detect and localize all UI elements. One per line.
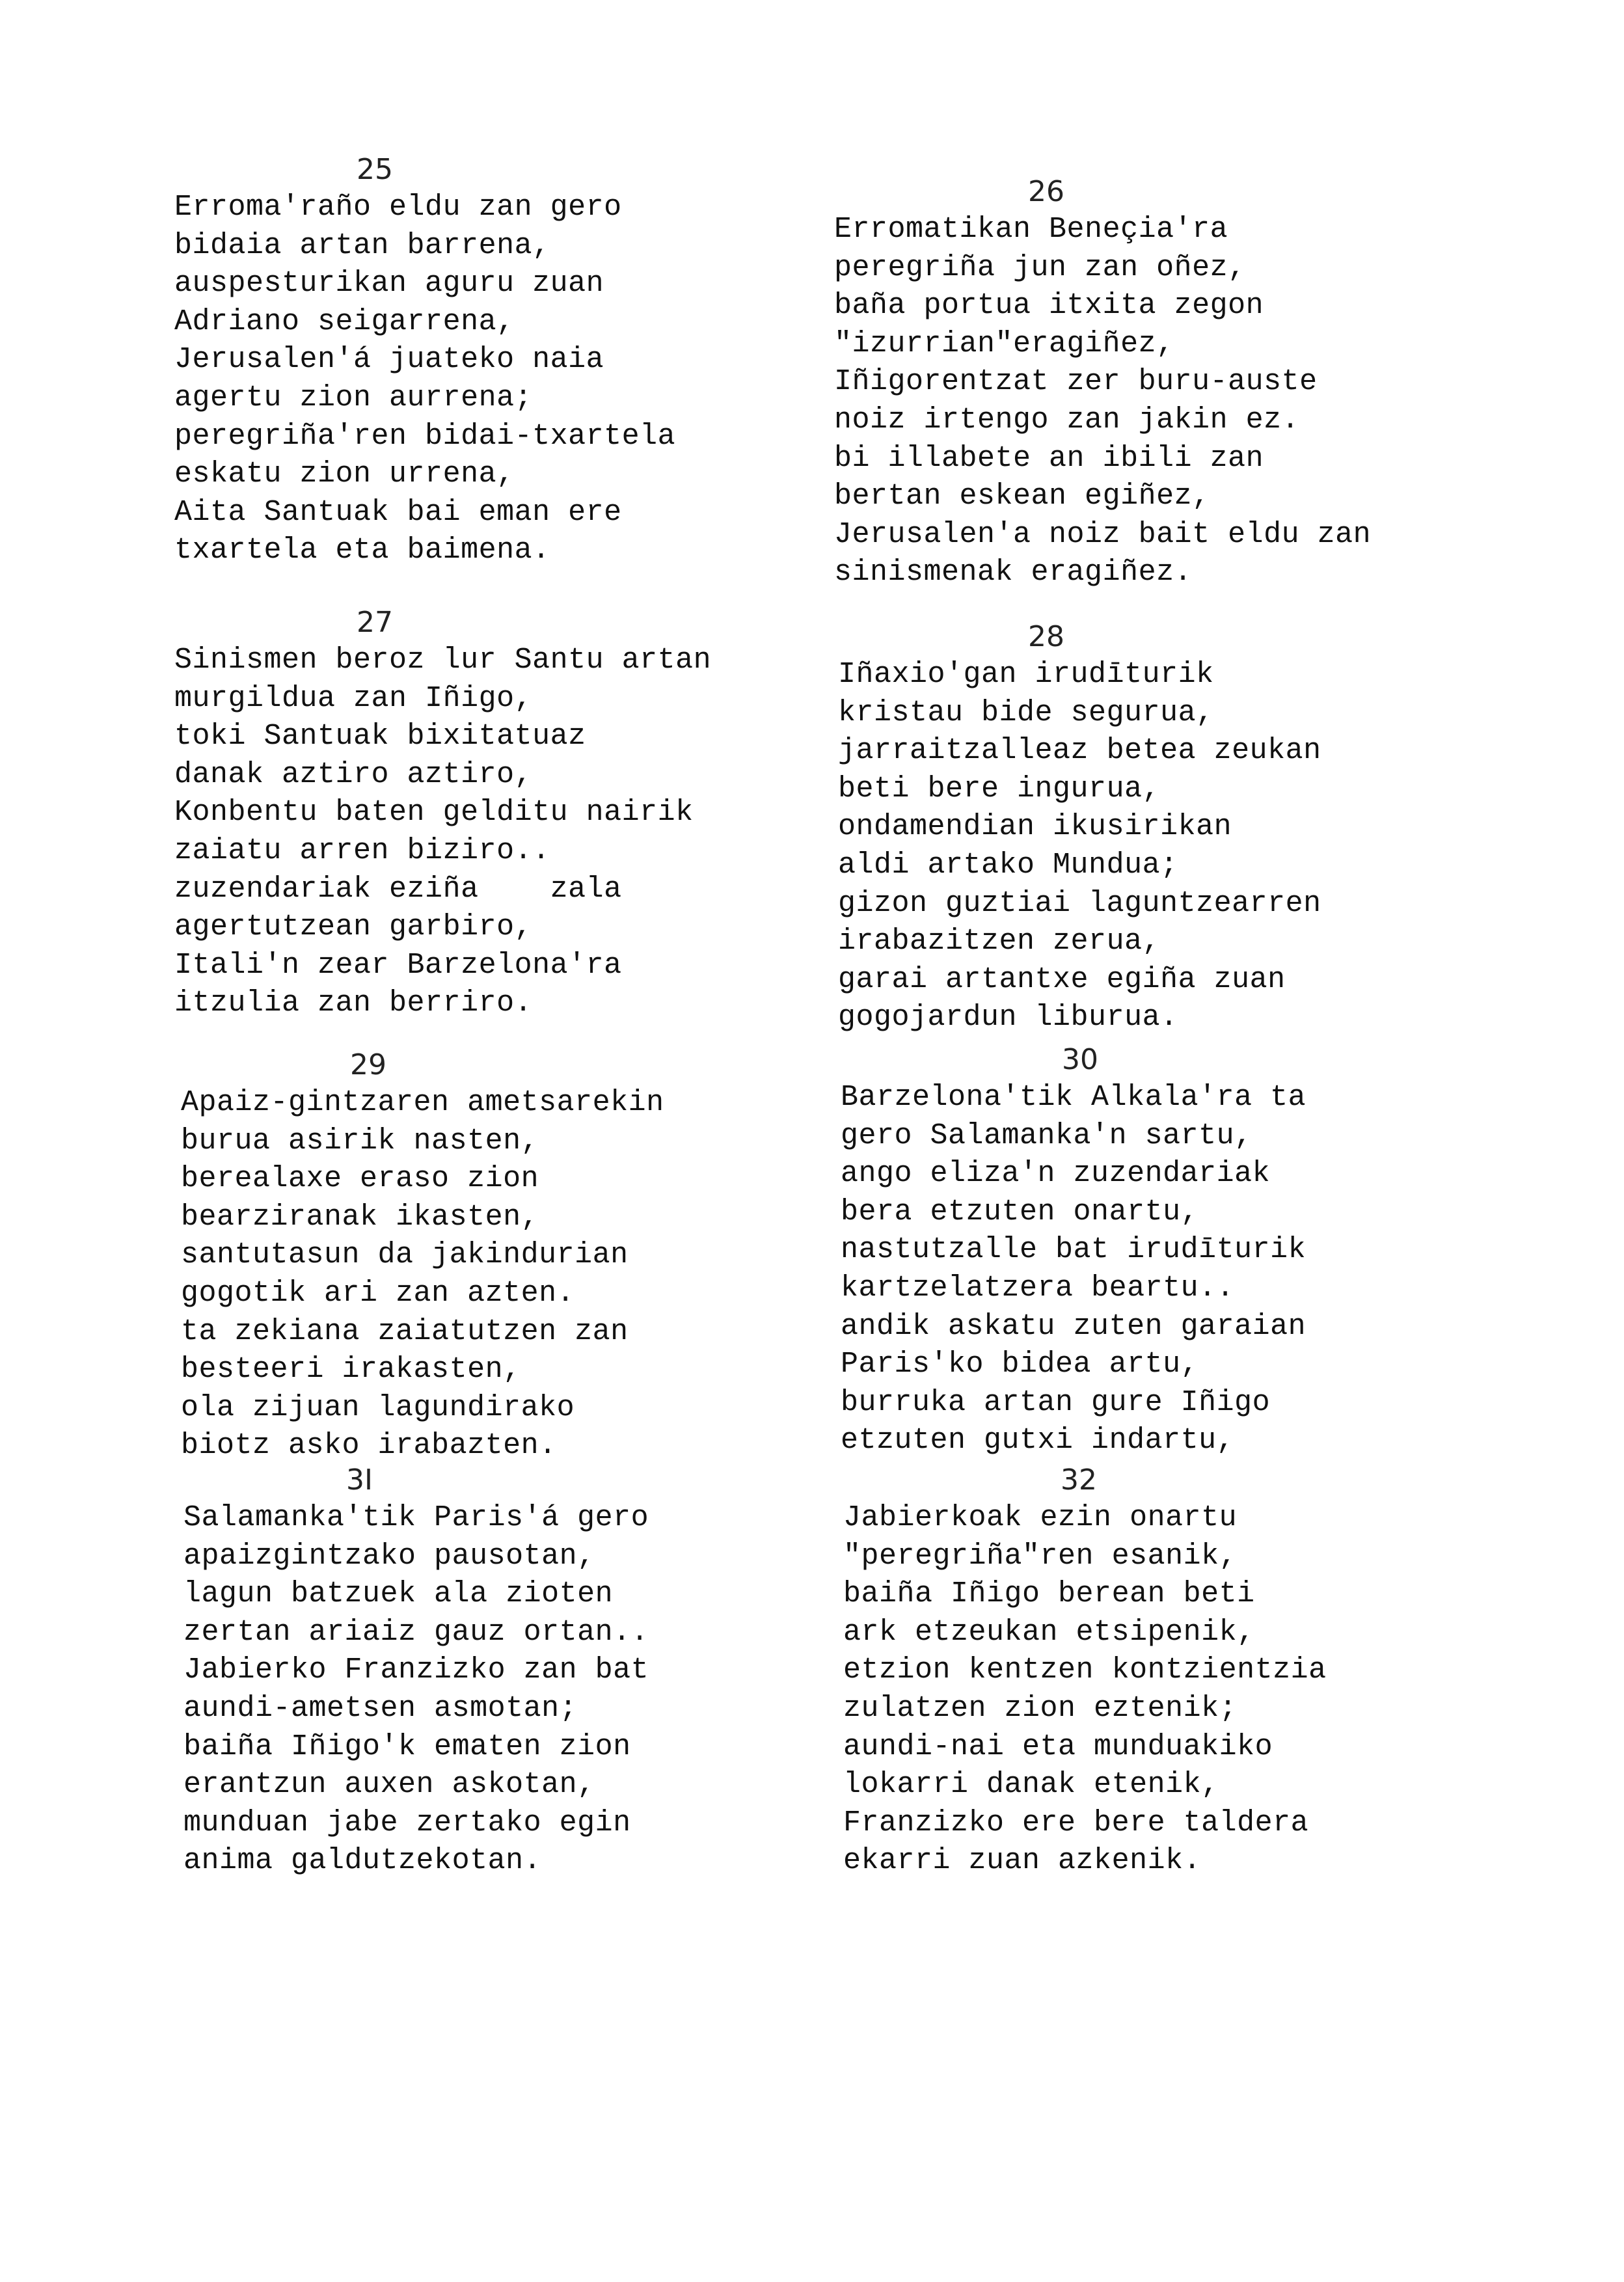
verse-line: ondamendian ikusirikan [838,810,1232,844]
stanza [843,1461,1455,1881]
verse-line: ango eliza'n zuzendariak [841,1157,1271,1191]
verse-line: txartela eta baimena. [174,534,550,567]
verse-line: Aita Santuak bai eman ere [174,495,622,529]
verse-line: bertan eskean egiñez, [834,480,1210,513]
verse-line: aundi-nai eta munduakiko [843,1730,1273,1763]
verse-line: nastutzalle bat irudīturik [841,1233,1306,1267]
stanza-number: 32 [1061,1463,1097,1497]
verse-line: kartzelatzera beartu.. [841,1271,1235,1305]
verse-line: irabazitzen zerua, [838,925,1161,958]
verse-line: baiña Iñigo berean beti [843,1577,1255,1611]
stanza-number: 28 [1028,620,1064,653]
verse-line: Sinismen beroz lur Santu artan [174,644,712,677]
verse-line: Iñaxio'gan irudīturik [838,658,1214,691]
stanza-lines [183,1499,795,1881]
stanza [183,1461,795,1881]
verse-line: Erromatikan Beneçia'ra [834,213,1228,246]
verse-line: ekarri zuan azkenik. [843,1844,1202,1878]
stanza-lines [841,1079,1452,1460]
verse-line: Paris'ko bidea artu, [841,1348,1199,1381]
verse-line: zaiatu arren biziro.. [174,834,550,867]
stanza [174,604,786,1023]
verse-line: gogotik ari zan azten. [181,1276,575,1310]
verse-line: agertutzean garbiro, [174,910,533,944]
verse-line: Jerusalen'a noiz bait eldu zan [834,517,1372,551]
stanza-lines [838,656,1450,1037]
verse-line: baña portua itxita zegon [834,289,1264,323]
verse-line: burruka artan gure Iñigo [841,1385,1271,1419]
verse-line: eskatu zion urrena, [174,457,515,491]
stanza [834,173,1446,592]
stanza-lines [843,1499,1455,1881]
verse-line: Konbentu baten gelditu nairik [174,796,694,830]
verse-line: berealaxe eraso zion [181,1162,539,1196]
verse-line: agertu zion aurrena; [174,381,533,414]
verse-line: itzulia zan berriro. [174,986,533,1020]
stanza-lines [174,189,786,570]
verse-line: ola zijuan lagundirako [181,1391,575,1424]
verse-line: bearziranak ikasten, [181,1200,539,1234]
verse-line: Barzelona'tik Alkala'ra ta [841,1081,1306,1114]
verse-line: Apaiz-gintzaren ametsarekin [181,1086,664,1119]
verse-line: erantzun auxen askotan, [183,1768,595,1802]
verse-line: Itali'n zear Barzelona'ra [174,948,622,982]
verse-line: Jerusalen'á juateko naia [174,343,604,377]
verse-line: noiz irtengo zan jakin ez. [834,403,1300,437]
verse-line: kristau bide segurua, [838,696,1214,729]
verse-line: aundi-ametsen asmotan; [183,1691,578,1725]
verse-line: Jabierko Franzizko zan bat [183,1653,649,1687]
verse-line: zuzendariak eziña zala [174,872,622,906]
verse-line: peregriña jun zan oñez, [834,251,1246,284]
stanza [841,1041,1452,1460]
verse-line: lokarri danak etenik, [843,1768,1219,1802]
stanza-number: 30 [1062,1043,1098,1076]
verse-line: Erroma'raño eldu zan gero [174,191,622,224]
verse-line: santutasun da jakindurian [181,1238,629,1272]
verse-line: auspesturikan aguru zuan [174,267,604,301]
verse-line: "peregriña"ren esanik, [843,1539,1238,1573]
verse-line: danak aztiro aztiro, [174,757,533,791]
verse-line: burua asirik nasten, [181,1124,539,1158]
verse-line: aldi artako Mundua; [838,848,1178,882]
verse-line: Salamanka'tik Paris'á gero [183,1501,649,1534]
verse-line: baiña Iñigo'k ematen zion [183,1730,631,1763]
verse-line: etzion kentzen kontzientzia [843,1653,1327,1687]
stanza-number: 3I [346,1463,373,1497]
verse-line: Iñigorentzat zer buru-auste [834,365,1318,399]
stanza [174,151,786,570]
verse-line: bidaia artan barrena, [174,228,550,262]
verse-line: biotz asko irabazten. [181,1429,557,1463]
stanza-number: 26 [1028,175,1064,208]
stanza-number: 27 [357,606,393,639]
verse-line: apaizgintzako pausotan, [183,1539,595,1573]
verse-line: bera etzuten onartu, [841,1195,1199,1229]
verse-line: besteeri irakasten, [181,1353,521,1387]
verse-line: bi illabete an ibili zan [834,441,1264,475]
verse-line: ark etzeukan etsipenik, [843,1615,1255,1649]
verse-line: munduan jabe zertako egin [183,1806,631,1840]
verse-line: Franzizko ere bere taldera [843,1806,1309,1840]
verse-line: Jabierkoak ezin onartu [843,1501,1238,1534]
stanza-lines [174,642,786,1023]
verse-line: Adriano seigarrena, [174,305,515,338]
stanza [838,618,1450,1037]
verse-line: zulatzen zion eztenik; [843,1691,1238,1725]
verse-line: gogojardun liburua. [838,1001,1178,1035]
verse-line: etzuten gutxi indartu, [841,1424,1235,1458]
verse-line: "izurrian"eragiñez, [834,327,1174,360]
verse-line: toki Santuak bixitatuaz [174,720,586,754]
stanza [181,1046,792,1465]
verse-line: jarraitzalleaz betea zeukan [838,734,1321,768]
verse-line: murgildua zan Iñigo, [174,681,533,715]
verse-line: peregriña'ren bidai-txartela [174,419,676,453]
stanza-number: 29 [350,1048,386,1081]
verse-line: andik askatu zuten garaian [841,1309,1306,1343]
verse-line: sinismenak eragiñez. [834,556,1193,590]
verse-line: garai artantxe egiña zuan [838,962,1286,996]
stanza-number: 25 [357,153,393,186]
verse-line: lagun batzuek ala zioten [183,1577,614,1611]
stanza-lines [834,211,1446,592]
verse-line: gero Salamanka'n sartu, [841,1119,1252,1152]
verse-line: anima galdutzekotan. [183,1844,542,1878]
verse-line: gizon guztiai laguntzearren [838,886,1321,920]
verse-line: ta zekiana zaiatutzen zan [181,1314,629,1348]
stanza-lines [181,1084,792,1465]
verse-line: beti bere ingurua, [838,772,1161,806]
verse-line: zertan ariaiz gauz ortan.. [183,1615,649,1649]
